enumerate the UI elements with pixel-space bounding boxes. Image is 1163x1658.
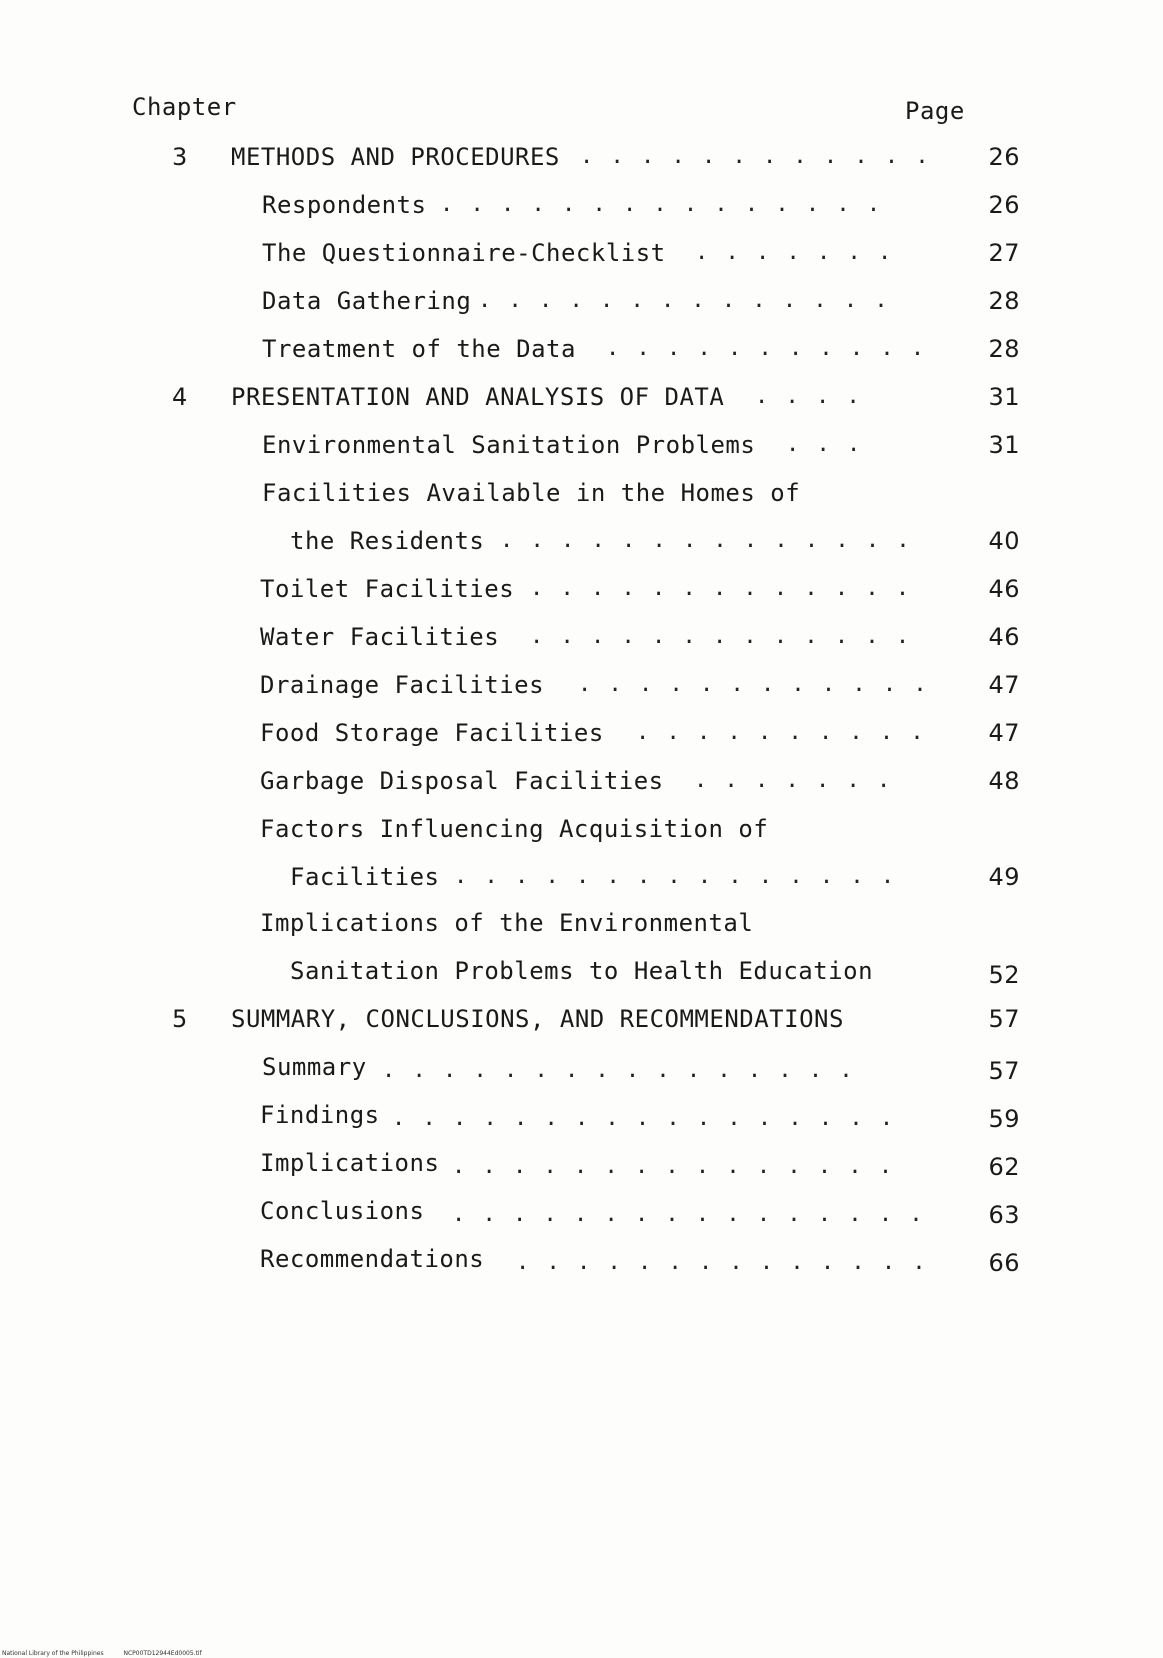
toc-leader: . . . bbox=[786, 432, 863, 457]
toc-leader: . . . . . . . . . . . . . . . bbox=[454, 864, 897, 889]
toc-entry-implications-line2: Sanitation Problems to Health Education bbox=[290, 957, 874, 985]
toc-entry-facilities-line2: the Residents bbox=[290, 527, 485, 555]
footer-library: National Library of the Philippines bbox=[2, 1650, 104, 1657]
toc-leader: . . . . bbox=[755, 384, 862, 409]
toc-entry-drainage: Drainage Facilities bbox=[260, 671, 545, 699]
toc-page-drainage: 47 bbox=[988, 671, 1020, 699]
toc-entry-facilities-line1: Facilities Available in the Homes of bbox=[262, 479, 801, 507]
chapter-4-title: PRESENTATION AND ANALYSIS OF DATA bbox=[231, 383, 725, 411]
toc-page-summary: 57 bbox=[988, 1057, 1020, 1085]
toc-leader: . . . . . . . . . . . . . . bbox=[500, 528, 912, 553]
toc-entry-conclusions: Conclusions bbox=[260, 1197, 425, 1225]
toc-page-facilities: 40 bbox=[988, 527, 1020, 555]
toc-page-implications: 62 bbox=[988, 1153, 1020, 1181]
toc-page-problems: 31 bbox=[988, 431, 1020, 459]
toc-page-garbage: 48 bbox=[988, 767, 1020, 795]
toc-page-treatment: 28 bbox=[988, 335, 1020, 363]
footer-file-id: NCP00TD12944Ed0005.tif bbox=[123, 1650, 202, 1657]
toc-leader: . . . . . . . . . . . . . . . . bbox=[382, 1058, 855, 1083]
toc-page-toilet: 46 bbox=[988, 575, 1020, 603]
toc-entry-factors-line2: Facilities bbox=[290, 863, 440, 891]
chapter-column-label: Chapter bbox=[132, 93, 237, 121]
toc-entry-toilet: Toilet Facilities bbox=[260, 575, 515, 603]
toc-entry-recommendations: Recommendations bbox=[260, 1245, 485, 1273]
toc-page-water: 46 bbox=[988, 623, 1020, 651]
toc-page-factors: 49 bbox=[988, 863, 1020, 891]
toc-entry-water: Water Facilities bbox=[260, 623, 500, 651]
toc-entry-implications-line1: Implications of the Environmental bbox=[260, 909, 754, 937]
toc-entry-treatment: Treatment of the Data bbox=[262, 335, 576, 363]
toc-leader: . . . . . . . . . . . . . . bbox=[478, 288, 890, 313]
toc-page-conclusions: 63 bbox=[988, 1201, 1020, 1229]
toc-entry-food-storage: Food Storage Facilities bbox=[260, 719, 604, 747]
chapter-3-page: 26 bbox=[988, 143, 1020, 171]
chapter-4-number: 4 bbox=[172, 383, 188, 411]
toc-entry-findings: Findings bbox=[260, 1101, 380, 1129]
toc-leader: . . . . . . . . . . . . . . . . . bbox=[392, 1106, 896, 1131]
toc-entry-respondents: Respondents bbox=[262, 191, 427, 219]
toc-page-data-gathering: 28 bbox=[988, 287, 1020, 315]
toc-leader: . . . . . . . . . . . . . . bbox=[516, 1250, 928, 1275]
chapter-3-number: 3 bbox=[172, 143, 188, 171]
toc-entry-data-gathering: Data Gathering bbox=[262, 287, 472, 315]
toc-leader: . . . . . . . bbox=[695, 240, 894, 265]
toc-page-respondents: 26 bbox=[988, 191, 1020, 219]
toc-leader: . . . . . . . . . . . . . bbox=[530, 576, 912, 601]
toc-page-recommendations: 66 bbox=[988, 1249, 1020, 1277]
toc-entry-summary: Summary bbox=[262, 1053, 367, 1081]
toc-leader: . . . . . . . bbox=[694, 768, 893, 793]
toc-leader: . . . . . . . . . . . . bbox=[578, 672, 929, 697]
chapter-5-number: 5 bbox=[172, 1005, 188, 1033]
toc-entry-factors-line1: Factors Influencing Acquisition of bbox=[260, 815, 769, 843]
toc-page-questionnaire: 27 bbox=[988, 239, 1020, 267]
toc-entry-questionnaire: The Questionnaire-Checklist bbox=[262, 239, 666, 267]
toc-leader: . . . . . . . . . . . . bbox=[580, 144, 931, 169]
toc-page-findings: 59 bbox=[988, 1105, 1020, 1133]
toc-leader: . . . . . . . . . . . . . . . bbox=[440, 192, 883, 217]
toc-leader: . . . . . . . . . . . bbox=[606, 336, 927, 361]
toc-entry-problems: Environmental Sanitation Problems bbox=[262, 431, 756, 459]
chapter-4-page: 31 bbox=[988, 383, 1020, 411]
toc-entry-garbage: Garbage Disposal Facilities bbox=[260, 767, 664, 795]
chapter-5-page: 57 bbox=[988, 1005, 1020, 1033]
toc-leader: . . . . . . . . . . . . . . . bbox=[452, 1154, 895, 1179]
page-column-label: Page bbox=[905, 97, 965, 125]
toc-page-implications-health: 52 bbox=[988, 961, 1020, 989]
toc-page-food-storage: 47 bbox=[988, 719, 1020, 747]
chapter-5-title: SUMMARY, CONCLUSIONS, AND RECOMMENDATIONS bbox=[231, 1005, 844, 1033]
toc-entry-implications: Implications bbox=[260, 1149, 440, 1177]
scan-footer bbox=[2, 1650, 220, 1658]
toc-leader: . . . . . . . . . . . . . . . . bbox=[452, 1202, 925, 1227]
chapter-3-title: METHODS AND PROCEDURES bbox=[231, 143, 560, 171]
toc-leader: . . . . . . . . . . . . . bbox=[530, 624, 912, 649]
toc-leader: . . . . . . . . . . bbox=[636, 720, 926, 745]
